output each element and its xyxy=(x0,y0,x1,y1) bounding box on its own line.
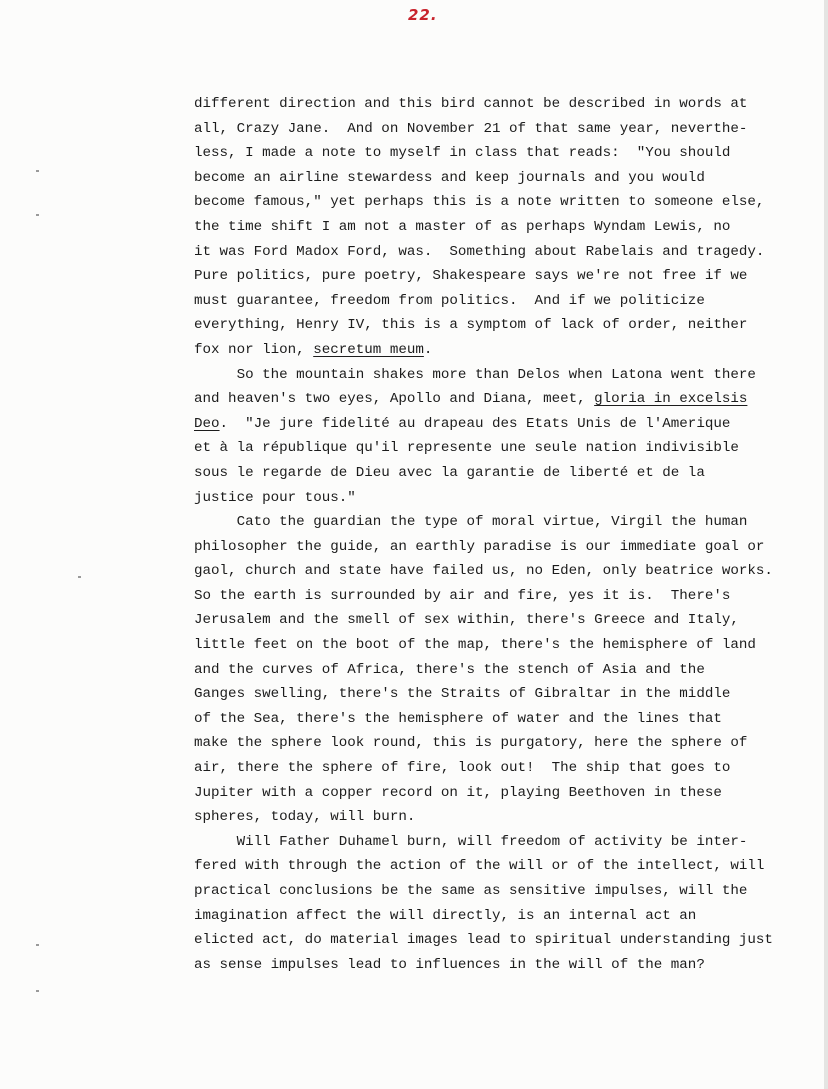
text-run: become famous," yet perhaps this is a note written to someone else, xyxy=(194,194,765,211)
text-run: Cato the guardian the type of moral virtue, Virgil the human xyxy=(194,514,748,531)
text-line xyxy=(194,584,774,609)
text-line xyxy=(194,363,774,388)
text-run: spheres, today, will burn. xyxy=(194,809,416,826)
text-run: So the mountain shakes more than Delos when Latona went there xyxy=(194,366,756,383)
text-line xyxy=(194,510,774,535)
text-line xyxy=(194,953,774,978)
text-run: everything, Henry IV, this is a symptom of lack of order, neither xyxy=(194,317,748,334)
text-run: all, Crazy Jane. And on November 21 of that same year, neverthe- xyxy=(194,120,748,137)
body-text xyxy=(194,92,774,977)
text-run: justice pour tous." xyxy=(194,489,356,506)
text-run: Will Father Duhamel burn, will freedom of activity be inter- xyxy=(194,833,748,850)
paper-speck xyxy=(36,214,39,216)
text-line xyxy=(194,313,774,338)
text-line xyxy=(194,830,774,855)
text-line xyxy=(194,240,774,265)
underlined-phrase: Deo xyxy=(194,415,220,432)
paper-speck xyxy=(36,944,39,946)
paper-speck xyxy=(36,170,39,172)
text-line xyxy=(194,461,774,486)
text-line xyxy=(194,879,774,904)
text-line xyxy=(194,486,774,511)
text-run: of the Sea, there's the hemisphere of water and the lines that xyxy=(194,710,722,727)
text-line xyxy=(194,387,774,412)
text-run: little feet on the boot of the map, there's the hemisphere of land xyxy=(194,637,756,654)
text-run: sous le regarde de Dieu avec la garantie de liberté et de la xyxy=(194,464,705,481)
text-line xyxy=(194,190,774,215)
text-run: practical conclusions be the same as sensitive impulses, will the xyxy=(194,883,748,899)
text-run: philosopher the guide, an earthly paradise is our immediate goal or xyxy=(194,538,765,555)
text-run: So the earth is surrounded by air and fire, yes it is. There's xyxy=(194,587,731,604)
text-run: and heaven's two eyes, Apollo and Diana, meet, xyxy=(194,391,595,408)
paper-speck xyxy=(36,990,39,992)
text-line xyxy=(194,166,774,191)
text-line xyxy=(194,559,774,584)
text-line xyxy=(194,338,774,363)
text-run: make the sphere look round, this is purgatory, here the sphere of xyxy=(194,735,748,752)
text-line xyxy=(194,92,774,117)
text-run: air, there the sphere of fire, look out! The ship that goes to xyxy=(194,760,731,777)
text-run: it was Ford Madox Ford, was. Something about Rabelais and tragedy. xyxy=(194,243,765,260)
text-line xyxy=(194,117,774,142)
text-line xyxy=(194,731,774,756)
text-line xyxy=(194,412,774,437)
text-run: elicted act, do material images lead to spiritual understanding just xyxy=(194,932,773,949)
underlined-phrase: secretum meum xyxy=(313,341,424,358)
text-line xyxy=(194,264,774,289)
text-line xyxy=(194,535,774,560)
text-line xyxy=(194,707,774,732)
text-run: imagination affect the will directly, is an internal act an xyxy=(194,907,697,924)
underlined-phrase: gloria in excelsis xyxy=(594,391,748,408)
text-run: different direction and this bird cannot be described in words at xyxy=(194,96,748,112)
text-run: become an airline stewardess and keep journals and you would xyxy=(194,169,705,186)
text-run: Jerusalem and the smell of sex within, there's Greece and Italy, xyxy=(194,612,739,629)
text-run: et à la république qu'il represente une seule nation indivisible xyxy=(194,440,739,457)
text-line xyxy=(194,904,774,929)
paper-speck xyxy=(78,576,81,578)
text-run: less, I made a note to myself in class that reads: "You should xyxy=(194,145,731,162)
text-line xyxy=(194,633,774,658)
text-run: fered with through the action of the will or of the intellect, will xyxy=(194,858,765,875)
text-run: Ganges swelling, there's the Straits of Gibraltar in the middle xyxy=(194,686,731,703)
text-line xyxy=(194,854,774,879)
text-line xyxy=(194,436,774,461)
text-run: and the curves of Africa, there's the stench of Asia and the xyxy=(194,661,705,678)
text-run: as sense impulses lead to influences in the will of the man? xyxy=(194,956,705,973)
page-edge xyxy=(824,0,828,1089)
text-line xyxy=(194,215,774,240)
page-number: 22. xyxy=(408,6,438,24)
text-line xyxy=(194,141,774,166)
text-run: gaol, church and state have failed us, no Eden, only beatrice works. xyxy=(194,563,773,580)
text-run: the time shift I am not a master of as perhaps Wyndam Lewis, no xyxy=(194,218,731,235)
text-line xyxy=(194,928,774,953)
text-run: . "Je jure fidelité au drapeau des Etats Unis de l'Amerique xyxy=(219,415,731,432)
text-line xyxy=(194,289,774,314)
text-run: . xyxy=(423,341,433,358)
text-line xyxy=(194,781,774,806)
text-run: Jupiter with a copper record on it, playing Beethoven in these xyxy=(194,784,722,801)
text-run: must guarantee, freedom from politics. And if we politicize xyxy=(194,292,705,309)
text-line xyxy=(194,756,774,781)
text-line xyxy=(194,658,774,683)
text-line xyxy=(194,805,774,830)
text-run: fox nor lion, xyxy=(194,341,314,358)
text-line xyxy=(194,682,774,707)
text-line xyxy=(194,608,774,633)
text-run: Pure politics, pure poetry, Shakespeare says we're not free if we xyxy=(194,268,748,285)
